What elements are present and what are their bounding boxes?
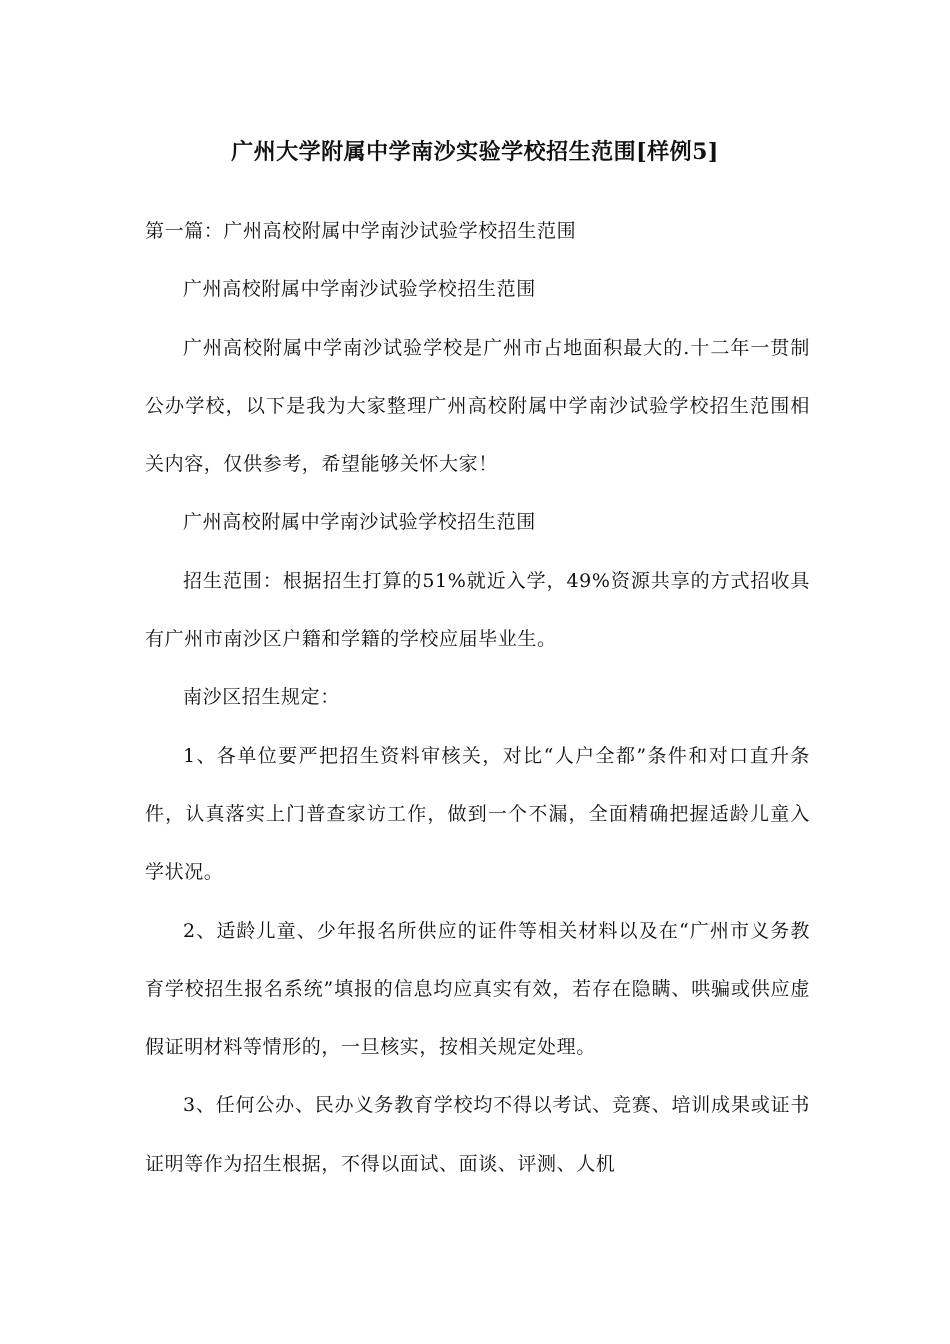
paragraph-subtitle: 广州高校附属中学南沙试验学校招生范围 — [183, 278, 536, 301]
paragraph-intro: 广州高校附属中学南沙试验学校是广州市占地面积最大的.十二年一贯制公办学校，以下是我为大家整理广州高校附属中学南沙试验学校招生范围相关内容，仅供参考，希望能够关怀大家！ — [145, 336, 810, 476]
document-body — [145, 202, 810, 1193]
paragraph-rule-2: 2、适龄儿童、少年报名所供应的证件等相关材料以及在“广州市义务教育学校招生报名系统”填报的信息均应真实有效，若存在隐瞒、哄骗或供应虚假证明材料等情形的，一旦核实，按相关规定处理。 — [145, 919, 810, 1059]
document-title: 广州大学附属中学南沙实验学校招生范围[样例5] — [231, 139, 719, 165]
paragraph-rule-1: 1、各单位要严把招生资料审核关，对比“人户全都”条件和对口直升条件，认真落实上门普查家访工作，做到一个不漏，全面精确把握适龄儿童入学状况。 — [145, 744, 810, 884]
paragraph-rules-heading: 南沙区招生规定： — [183, 686, 340, 709]
paragraph-subtitle-repeat: 广州高校附属中学南沙试验学校招生范围 — [183, 511, 536, 534]
paragraph-rule-3: 3、任何公办、民办义务教育学校均不得以考试、竞赛、培训成果或证书证明等作为招生根据，不得以面试、面谈、评测、人机 — [145, 1094, 810, 1175]
paragraph-heading: 第一篇：广州高校附属中学南沙试验学校招生范围 — [145, 220, 577, 242]
paragraph-enrollment-scope: 招生范围：根据招生打算的51%就近入学，49%资源共享的方式招收具有广州市南沙区户籍和学籍的学校应届毕业生。 — [145, 569, 810, 651]
